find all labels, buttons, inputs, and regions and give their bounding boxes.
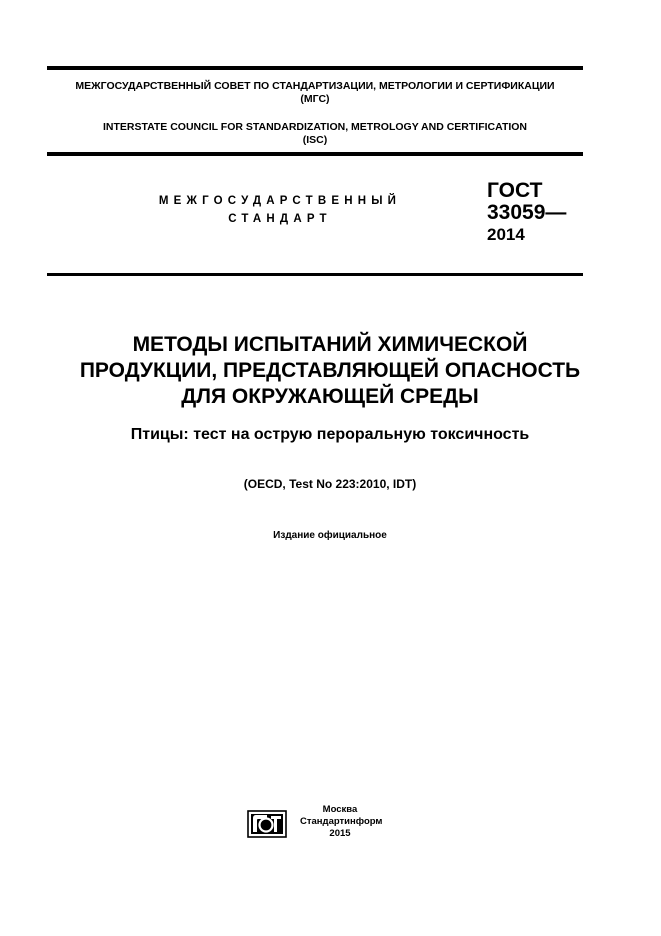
- publisher-city: Москва: [322, 804, 358, 815]
- council-en-name: INTERSTATE COUNCIL FOR STANDARDIZATION, METROLOGY AND CERTIFICATION: [102, 121, 528, 133]
- gost-label: ГОСТ: [487, 179, 543, 202]
- standard-type-line1: МЕЖГОСУДАРСТВЕННЫЙ: [158, 195, 402, 207]
- council-ru: [47, 80, 583, 106]
- council-en-abbr: (ISC): [302, 134, 328, 146]
- gost-number: 33059—: [487, 201, 567, 224]
- publisher-name: Стандартинформ: [300, 816, 383, 827]
- standard-type-line2: СТАНДАРТ: [228, 213, 332, 225]
- title-line2: ПРОДУКЦИИ, ПРЕДСТАВЛЯЮЩЕЙ ОПАСНОСТЬ: [79, 359, 581, 382]
- gost-designation: [487, 180, 566, 246]
- standard-type: [150, 192, 410, 228]
- publisher-info: [300, 804, 383, 840]
- header-bottom-rule: [47, 152, 583, 156]
- top-rule: [47, 66, 583, 70]
- edition-note: Издание официальное: [273, 530, 387, 541]
- gost-year: 2014: [487, 225, 525, 244]
- council-en: [47, 121, 583, 147]
- standartinform-logo-icon: [247, 810, 287, 838]
- title-line1: МЕТОДЫ ИСПЫТАНИЙ ХИМИЧЕСКОЙ: [132, 333, 528, 356]
- title-line3: ДЛЯ ОКРУЖАЮЩЕЙ СРЕДЫ: [181, 385, 479, 408]
- council-ru-abbr: (МГС): [300, 93, 330, 105]
- standard-bottom-rule: [47, 273, 583, 276]
- publisher-year: 2015: [329, 828, 351, 839]
- council-ru-name: МЕЖГОСУДАРСТВЕННЫЙ СОВЕТ ПО СТАНДАРТИЗАЦИИ, МЕТРОЛОГИИ И СЕРТИФИКАЦИИ: [75, 80, 555, 92]
- document-title: [30, 332, 630, 410]
- oecd-reference: (OECD, Test No 223:2010, IDT): [243, 477, 417, 491]
- document-subtitle: Птицы: тест на острую пероральную токсичность: [130, 426, 530, 443]
